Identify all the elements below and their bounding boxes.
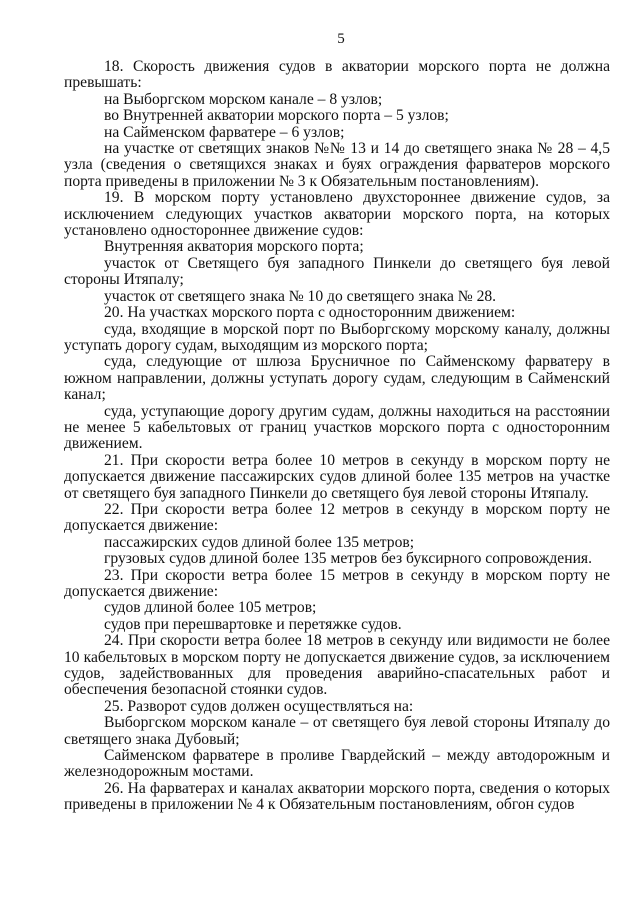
document-body <box>64 59 610 814</box>
speed-lights-13-14-to-28: на участке от светящих знаков №№ 13 и 14 до светящего знака № 28 – 4,5 узла (сведения о светящихся знаках и буях ограждения фарватеров морского порта приведены в приложении № 3 к Обязательным постановлениям). <box>64 140 610 190</box>
turning-vyborg-canal: Выборгском морском канале – от светящего буя левой стороны Итяпалу до светящего знака Дубовый; <box>64 714 610 748</box>
rule-incoming-vessels-give-way: суда, входящие в морской порт по Выборгскому морскому каналу, должны уступать дорогу судам, выходящим из морского порта; <box>64 320 610 354</box>
paragraph-20-one-way-sections: 20. На участках морского порта с односторонним движением: <box>104 304 516 322</box>
one-way-pinkeli-to-ityapalu: участок от Светящего буя западного Пинкели до светящего буя левой стороны Итяпалу; <box>64 254 610 289</box>
speed-inner-water-area: во Внутренней акватории морского порта – 5 узлов; <box>104 107 449 125</box>
rule-give-way-distance: суда, уступающие дорогу другим судам, должны находиться на расстоянии не менее 5 кабельтовых от границ участков морского порта с односторонним движением. <box>64 402 610 453</box>
one-way-inner-water-area: Внутренняя акватория морского порта; <box>104 238 364 256</box>
speed-vyborg-canal: на Выборгском морском канале – 8 узлов; <box>104 90 383 108</box>
rule-brusnichnoe-southbound: суда, следующие от шлюза Брусничное по Сайменскому фарватеру в южном направлении, должны уступать дорогу судам, следующим в Сайменский канал; <box>64 353 610 404</box>
wind-15-vessels-over-105m: судов длиной более 105 метров; <box>104 599 317 617</box>
one-way-sign-10-to-28: участок от светящего знака № 10 до светящего знака № 28. <box>104 287 497 305</box>
paragraph-25-turning-areas: 25. Разворот судов должен осуществляться на: <box>104 697 414 715</box>
wind-12-passenger-vessels: пассажирских судов длиной более 135 метров; <box>104 533 415 551</box>
paragraph-21-wind-10: 21. При скорости ветра более 10 метров в секунду в морском порту не допускается движение пассажирских судов длиной более 135 метров на участке от светящего буя западного Пинкели до светящего буя левой стороны Итяпалу. <box>64 451 610 502</box>
paragraph-23-wind-15: 23. При скорости ветра более 15 метров в секунду в морском порту не допускается движение: <box>64 566 610 600</box>
paragraph-22-wind-12: 22. При скорости ветра более 12 метров в секунду в морском порту не допускается движение: <box>64 500 610 535</box>
wind-15-mooring-shifting: судов при перешвартовке и перетяжке судов. <box>104 615 402 633</box>
paragraph-26-overtaking: 26. На фарватерах и каналах акватории морского порта, сведения о которых приведены в приложении № 4 к Обязательным постановлениям, обгон судов <box>64 779 610 814</box>
paragraph-18-speed-limits: 18. Скорость движения судов в акватории морского порта не должна превышать: <box>64 58 610 92</box>
wind-12-cargo-vessels: грузовых судов длиной более 135 метров без буксирного сопровождения. <box>104 550 592 568</box>
turning-saimaa-fairway: Сайменском фарватере в проливе Гвардейский – между автодорожным и железнодорожным мостами. <box>64 747 610 781</box>
paragraph-24-wind-18: 24. При скорости ветра более 18 метров в секунду или видимости не более 10 кабельтовых в морском порту не допускается движение судов, за исключением судов, задействованных для проведения аварийно-спасательных работ и обеспечения безопасной стоянки судов. <box>64 632 610 699</box>
paragraph-19-two-way-traffic: 19. В морском порту установлено двухстороннее движение судов, за исключением следующих участков акватории морского порта, на которых установлено одностороннее движение судов: <box>64 189 610 240</box>
speed-saimaa-fairway: на Сайменском фарватере – 6 узлов; <box>104 123 345 141</box>
page-number: 5 <box>337 31 345 47</box>
